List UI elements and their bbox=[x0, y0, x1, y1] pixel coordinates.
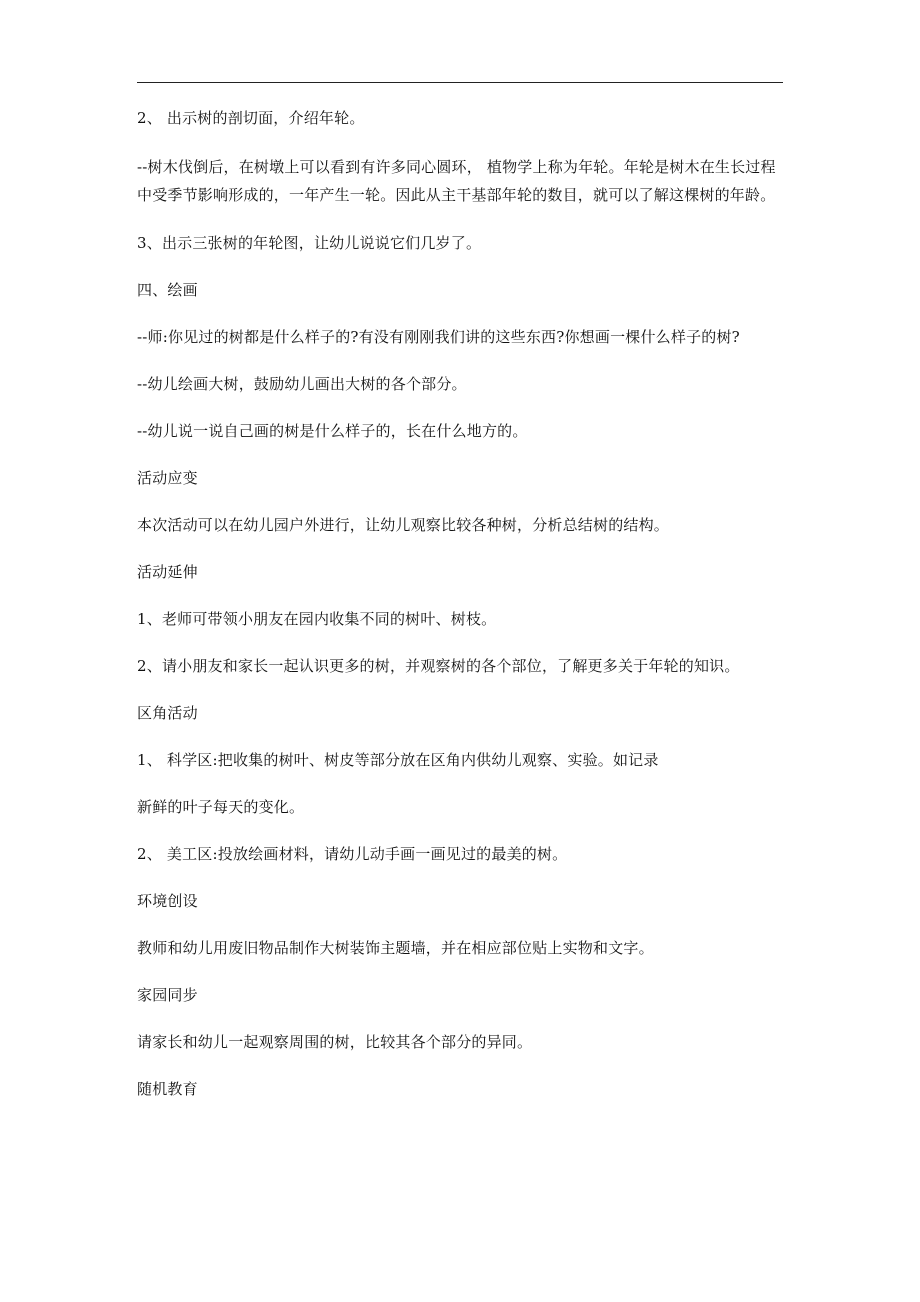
paragraph-children-draw: --幼儿绘画大树，鼓励幼儿画出大树的各个部分。 bbox=[137, 375, 467, 393]
paragraph-ring-pictures: 3、出示三张树的年轮图，让幼儿说说它们几岁了。 bbox=[137, 234, 482, 252]
paragraph-parents-learn: 2、请小朋友和家长一起认识更多的树，并观察树的各个部位，了解更多关于年轮的知识。 bbox=[137, 657, 740, 675]
document-body bbox=[137, 106, 787, 1124]
section-heading-environment: 环境创设 bbox=[137, 892, 198, 910]
section-heading-random-education: 随机教育 bbox=[137, 1080, 198, 1098]
header-rule bbox=[137, 82, 783, 83]
section-heading-drawing: 四、绘画 bbox=[137, 281, 198, 299]
paragraph-teacher-question: --师:你见过的树都是什么样子的?有没有刚刚我们讲的这些东西?你想画一棵什么样子的树? bbox=[137, 328, 740, 346]
paragraph-art-corner: 2、 美工区:投放绘画材料，请幼儿动手画一画见过的最美的树。 bbox=[137, 845, 568, 863]
section-heading-adaptation: 活动应变 bbox=[137, 469, 198, 487]
paragraph-theme-wall: 教师和幼儿用废旧物品制作大树装饰主题墙，并在相应部位贴上实物和文字。 bbox=[137, 939, 654, 957]
paragraph-collect-leaves: 1、老师可带领小朋友在园内收集不同的树叶、树枝。 bbox=[137, 610, 497, 628]
paragraph-children-describe: --幼儿说一说自己画的树是什么样子的，长在什么地方的。 bbox=[137, 422, 528, 440]
paragraph-tree-rings-explanation: --树木伐倒后，在树墩上可以看到有许多同心圆环， 植物学上称为年轮。年轮是树木在生长过程中受季节影响形成的，一年产生一轮。因此从主干基部年轮的数目，就可以了解这棵树的年龄。 bbox=[137, 158, 776, 204]
section-heading-corner-activities: 区角活动 bbox=[137, 704, 198, 722]
paragraph-science-corner: 1、 科学区:把收集的树叶、树皮等部分放在区角内供幼儿观察、实验。如记录 bbox=[137, 751, 659, 769]
paragraph-science-corner-continued: 新鲜的叶子每天的变化。 bbox=[137, 798, 305, 816]
section-heading-home-school: 家园同步 bbox=[137, 986, 198, 1004]
paragraph-outdoor-activity: 本次活动可以在幼儿园户外进行，让幼儿观察比较各种树，分析总结树的结构。 bbox=[137, 516, 670, 534]
paragraph-cross-section: 2、 出示树的剖切面，介绍年轮。 bbox=[137, 109, 365, 127]
section-heading-extension: 活动延伸 bbox=[137, 563, 198, 581]
paragraph-observe-trees: 请家长和幼儿一起观察周围的树，比较其各个部分的异同。 bbox=[137, 1033, 533, 1051]
